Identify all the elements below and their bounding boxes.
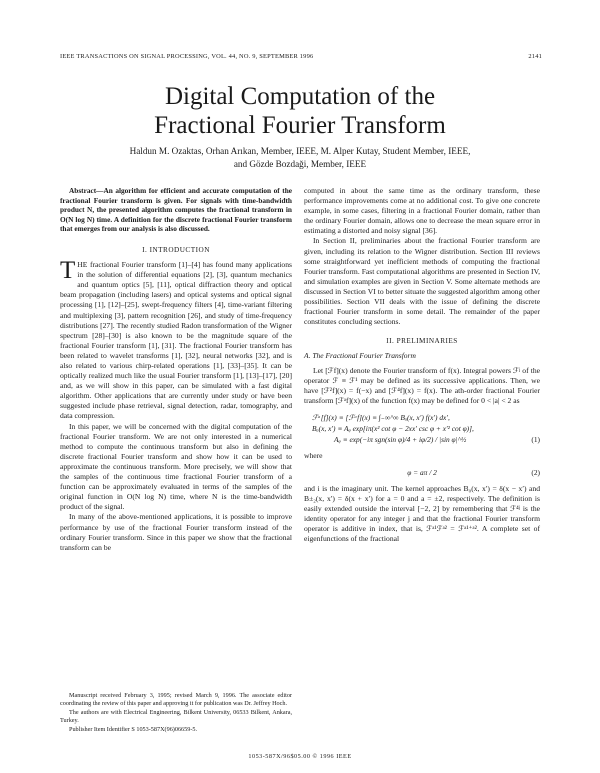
left-column — [60, 186, 292, 553]
intro-paragraph-2: In this paper, we will be concerned with the digital computation of the fractional Fourier transform. We are not only interested in a numerical method to compute the continuous transform but also in defining the discrete fractional Fourier transform and show how it can be used to approximate the continuous transform. More precisely, we will show that the samples of the continuous time fractional Fourier transform of a function can be approximately evaluated in terms of the samples of the original function in O(N log N) time, where N is the time-bandwidth product of the signal. — [60, 421, 292, 512]
journal-name: IEEE TRANSACTIONS ON SIGNAL PROCESSING, VOL. 44, NO. 9, SEPTEMBER 1996 — [60, 53, 314, 60]
equation-line: Aᵩ ≡ exp(−iπ sgn(sin φ)/4 + iφ/2) / |sin φ|^½ — [334, 434, 467, 444]
author-list — [100, 145, 500, 171]
right-paragraph-3: Let [ℱf](x) denote the Fourier transform of f(x). Integral powers ℱʲ of the operator ℱ ≡ ℱ¹ may be defined as its successive applications. Then, we have [ℱ²f](x) = f(−x) and [ℱ⁴f](x) = f(x). The ath-order fractional Fourier transform [ℱᵃf](x) of the function f(x) may be defined for 0 < |a| < 2 as — [304, 365, 540, 405]
intro-paragraph — [60, 257, 292, 422]
title-line: Digital Computation of the — [164, 83, 436, 110]
equation-line: ℱᵃ[f](x) ≡ [ℱᵃf](x) ≡ ∫₋∞^∞ Bₐ(x, x′) f(x′) dx′, — [312, 412, 450, 422]
right-paragraph-2: In Section II, preliminaries about the fractional Fourier transform are given, including its relation to the Wigner distribution. Section III reviews some straightforward yet inefficient methods of computing the fractional Fourier transform. Fast computational algorithms are presented in Section IV, and simulation examples are given in Section V. Some alternate methods are discussed in Section VI to better situate the suggested algorithm among other possibilities. Section VII deals with the issue of defining the discrete fractional Fourier transform in some detail. The remainder of the paper constitutes concluding sections. — [304, 236, 540, 327]
subsection-heading: A. The Fractional Fourier Transform — [304, 351, 416, 361]
section-heading: II. PRELIMINARIES — [386, 337, 458, 346]
author-line: Haldun M. Ozaktas, Orhan Arıkan, Member, IEEE, M. Alper Kutay, Student Member, IEEE, — [129, 146, 471, 156]
equation-number: (1) — [531, 434, 540, 444]
equation-line: φ = aπ / 2 — [407, 467, 437, 477]
abstract: Abstract—An algorithm for efficient and accurate computation of the fractional Fourier transform is given. For signals with time-bandwidth product N, the presented algorithm computes the fractional transform in O(N log N) time. A definition for the discrete fractional Fourier transform that emerges from our analysis is also discussed. — [60, 186, 292, 234]
equation-line: Bₐ(x, x′) ≡ Aᵩ exp[iπ(x² cot φ − 2xx′ csc φ + x′² cot φ)], — [312, 423, 474, 433]
paper-title — [0, 82, 600, 140]
intro-paragraph-3: In many of the above-mentioned applications, it is possible to improve performance by use of the fractional Fourier transform instead of the ordinary Fourier transform. Since in this paper we show that the fractional transform can be — [60, 512, 292, 552]
footnote-received: Manuscript received February 3, 1995; revised March 9, 1996. The associate editor coordinating the review of this paper and approving it for publication was Dr. Jeffrey Hoch. — [60, 692, 292, 708]
equation-number: (2) — [531, 467, 540, 477]
equation-1 — [304, 412, 540, 445]
author-line: and Gözde Bozdaği, Member, IEEE — [233, 159, 367, 169]
footnote-affiliation: The authors are with Electrical Engineering, Bilkent University, 06533 Bilkent, Ankara, Turkey. — [60, 708, 292, 725]
footnotes — [60, 692, 292, 734]
title-line: Fractional Fourier Transform — [154, 112, 446, 139]
copyright-footer: 1053-587X/96$05.00 © 1996 IEEE — [248, 753, 352, 760]
equation-2 — [304, 467, 540, 478]
right-paragraph-1: computed in about the same time as the ordinary transform, these performance improvements come at no additional cost. To give one concrete example, in some cases, filtering in a fractional Fourier domain, rather than the ordinary Fourier domain, allows one to decrease the mean square error in estimating a distorted and noisy signal [36]. — [304, 186, 540, 236]
intro-text: HE fractional Fourier transform [1]–[4] has found many applications in the solution of differential equations [2], [3], quantum mechanics and quantum optics [5], [11], optical diffraction theory and optical beam propagation (including lasers) and optical systems and optical signal processing [1], [12]–[25], swept-frequency filters [4], time-variant filtering and multiplexing [3], pattern recognition [26], and study of time-frequency distributions [27]. The recently studied Radon transformation of the Wigner spectrum [28]–[30] is also known to be the magnitude square of the fractional Fourier transform [1], [31]. The fractional Fourier transform has been related to wavelet transforms [1], [32], neural networks [32], and is also related to various chirp-related operations [1], [33]–[35]. It can be optically realized much like the usual Fourier transform [1], [13]–[17], [20] and, as we will show in this paper, can be simulated with a fast digital algorithm. Other applications that are currently under study or have been suggested include phase retrieval, signal detection, radar, tomography, and data compression. — [60, 260, 292, 421]
drop-cap: T — [60, 257, 76, 285]
right-column — [304, 186, 540, 545]
right-paragraph-4: and i is the imaginary unit. The kernel approaches B₀(x, x′) = δ(x − x′) and B±₂(x, x′) = δ(x + x′) for a = 0 and a = ±2, respectively. The definition is easily extended outside the interval [−2, 2] by remembering that ℱ⁴ʲ is the identity operator for any integer j and that the fractional Fourier transform operator is additive in index, that is, ℱᵃ¹ℱᵃ² = ℱᵃ¹⁺ᵃ². A complete set of eigenfunctions of the fractional — [304, 483, 540, 544]
page-number: 2141 — [528, 53, 542, 60]
footnote-pii: Publisher Item Identifier S 1053-587X(96)06659-5. — [69, 725, 198, 733]
section-heading: I. INTRODUCTION — [142, 245, 210, 254]
running-header — [60, 53, 542, 60]
where-text: where — [304, 450, 323, 460]
